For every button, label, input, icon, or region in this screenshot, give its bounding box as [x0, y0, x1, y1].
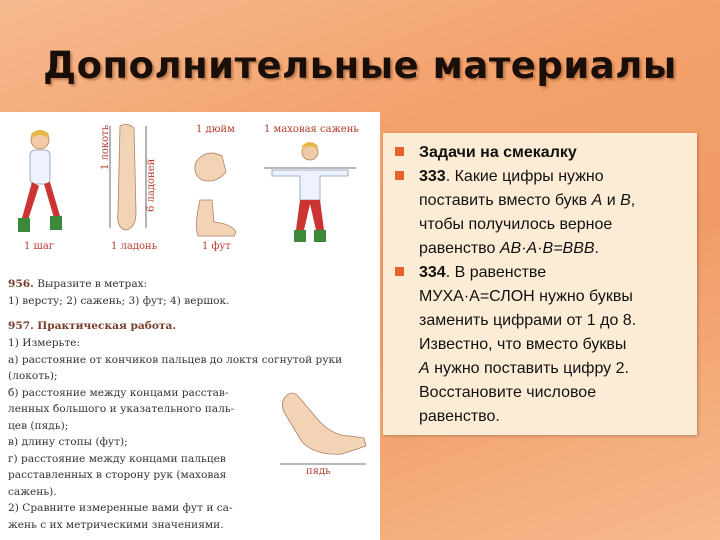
task-333-text: поставить вместо букв — [419, 192, 592, 209]
tasks-list — [383, 133, 697, 429]
exercise-957-line: в) длину стопы (фут); — [8, 436, 128, 448]
exercise-957-line: жень с их метрическими значениями. — [8, 518, 224, 531]
caption-elbow: 1 локоть — [100, 124, 111, 170]
caption-fathom: 1 маховая сажень — [264, 124, 359, 135]
task-334-text: Восстановите числовое — [419, 384, 597, 401]
task-333-text: , — [630, 192, 636, 209]
exercise-957-line: а) расстояние от кончиков пальцев до локтя согнутой руки — [8, 353, 343, 366]
foot-figure — [192, 196, 240, 240]
exercise-956-title — [8, 276, 147, 293]
exercise-957-line: б) расстояние между концами расстав- — [8, 386, 229, 399]
caption-inch: 1 дюйм — [196, 124, 235, 135]
task-333-text: и — [602, 192, 621, 209]
task-333-text: чтобы получилось верное — [419, 216, 613, 233]
task-333-text: . — [594, 240, 599, 257]
tasks-heading: Задачи на смекалку — [419, 144, 577, 161]
task-333-text: . Какие цифры нужно — [445, 168, 604, 185]
exercise-957-text: Практическая работа. — [37, 320, 177, 332]
list-item — [395, 261, 687, 429]
task-334-letter-a: А — [419, 360, 430, 377]
caption-six-palms: 6 ладоней — [146, 158, 157, 212]
task-334-text: равенство. — [419, 408, 500, 425]
square-bullet-icon — [395, 147, 404, 156]
tasks-card — [383, 133, 697, 435]
task-333-number: 333 — [419, 168, 446, 185]
square-bullet-icon — [395, 171, 404, 180]
fathom-boy-figure — [262, 138, 358, 248]
exercise-957-line: (локоть); — [8, 370, 58, 382]
list-item — [395, 165, 687, 261]
slide-title: Дополнительные материалы — [43, 44, 677, 87]
caption-step: 1 шаг — [24, 241, 55, 252]
task-334-text: . В равенстве — [445, 264, 547, 281]
exercise-957-line: г) расстояние между концами пальцев — [8, 452, 226, 465]
task-334-text: Известно, что вместо буквы — [419, 336, 627, 353]
task-333-text: равенство — [419, 240, 500, 257]
exercise-957-line: 2) Сравните измеренные вами фут и са- — [8, 502, 233, 514]
exercise-957-line: расставленных в сторону рук (маховая — [8, 469, 227, 481]
exercise-956-text: Выразите в метрах: — [37, 278, 148, 290]
caption-span: пядь — [306, 466, 331, 477]
exercise-956-number: 956. — [8, 278, 34, 290]
caption-palm: 1 ладонь — [111, 241, 158, 252]
exercise-957-line: ленных большого и указательного паль- — [8, 403, 235, 415]
task-334-text: заменить цифрами от 1 до 8. — [419, 312, 637, 329]
exercise-957-title — [8, 318, 176, 335]
exercise-956-line: 1) версту; 2) сажень; 3) фут; 4) вершок. — [8, 295, 230, 307]
task-334-number: 334 — [419, 264, 446, 281]
textbook-image — [0, 112, 380, 540]
walking-boy-figure — [14, 126, 64, 246]
exercise-957-line: 1) Измерьте: — [8, 337, 81, 349]
list-item — [395, 141, 687, 165]
thumb-figure — [186, 142, 236, 192]
task-334-text: нужно поставить цифру 2. — [429, 360, 629, 377]
task-333-equation: АВ·А·В=ВВВ — [499, 240, 595, 257]
exercise-957-line: цев (пядь); — [8, 419, 69, 432]
exercise-957-line: сажень). — [8, 485, 57, 498]
task-333-letter-b: В — [620, 192, 631, 209]
task-333-letter-a: А — [591, 192, 603, 209]
square-bullet-icon — [395, 267, 404, 276]
caption-foot: 1 фут — [202, 241, 231, 252]
task-334-text: МУХА·А=СЛОН нужно буквы — [419, 288, 633, 305]
exercise-957-number: 957. — [8, 320, 34, 332]
